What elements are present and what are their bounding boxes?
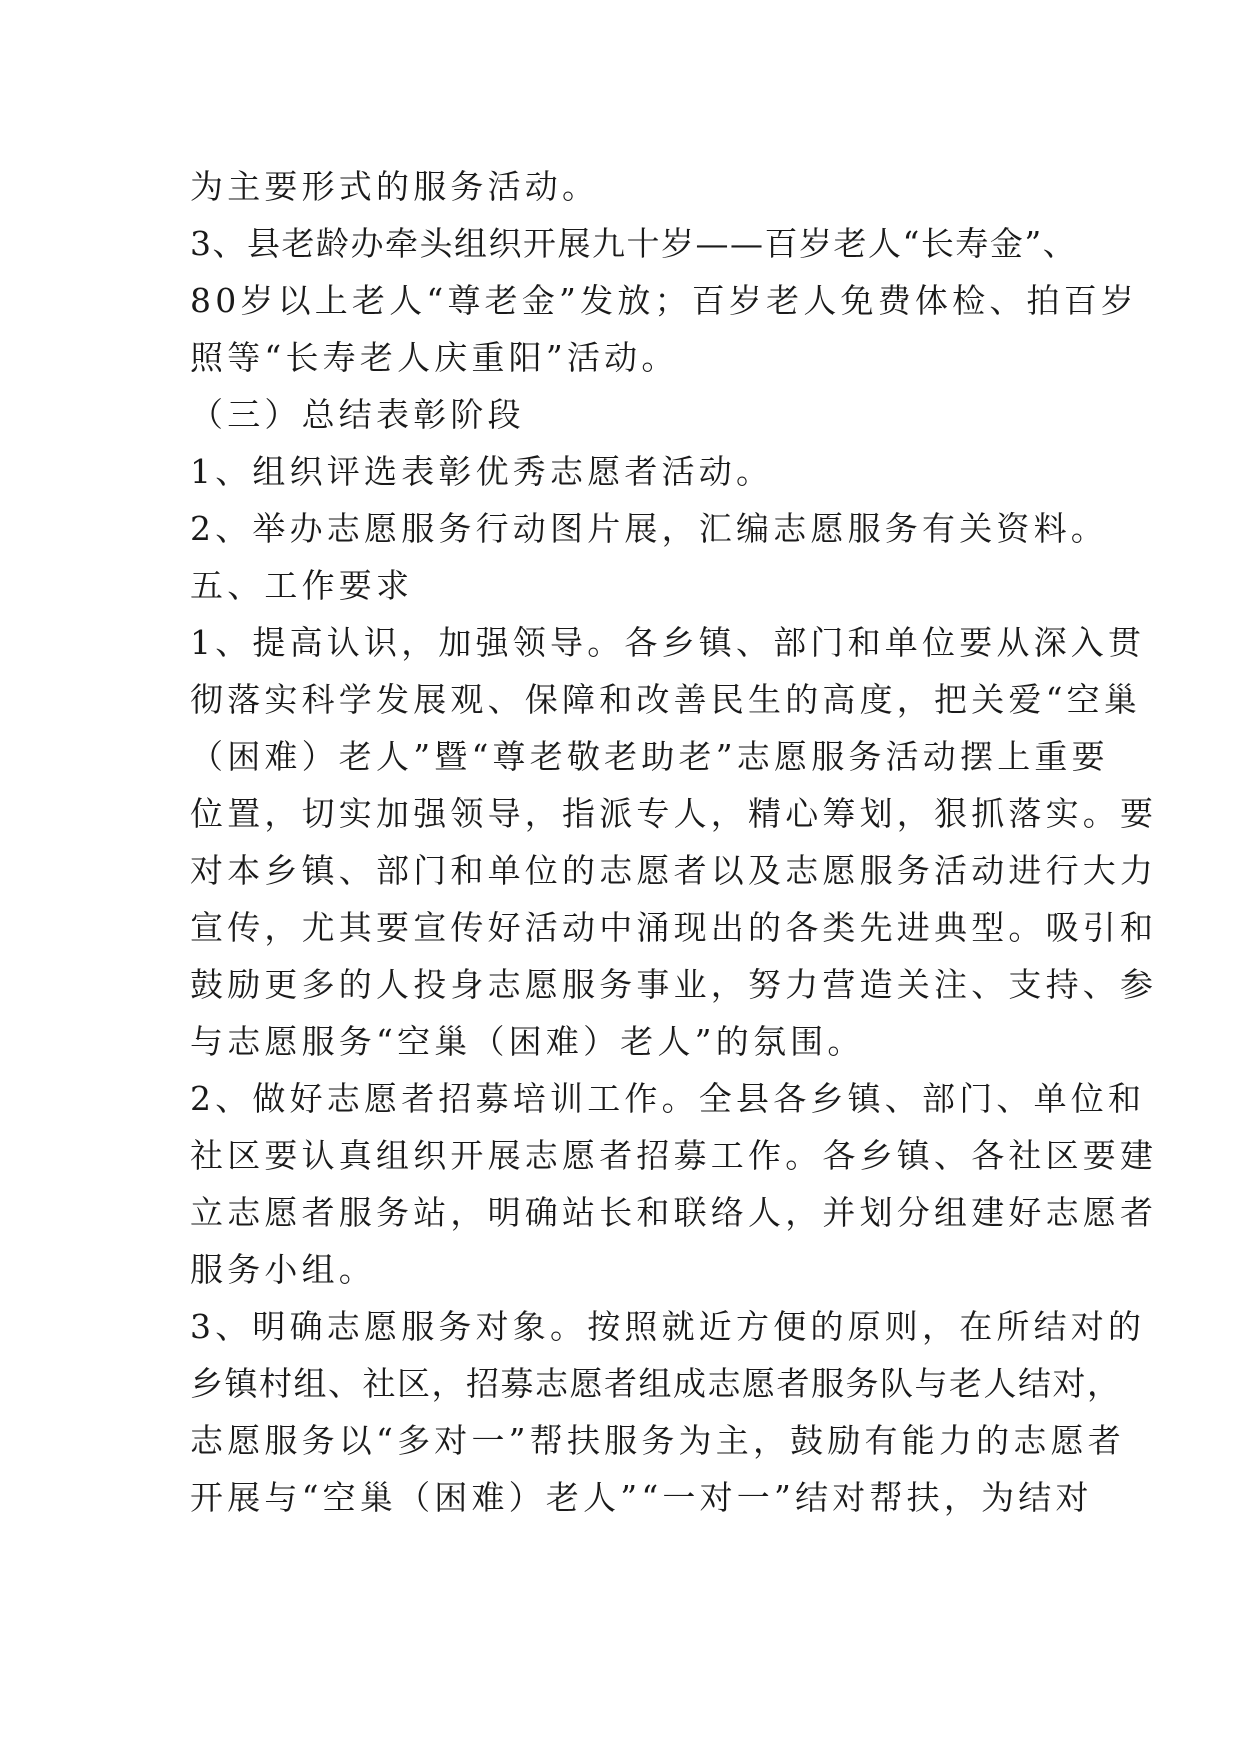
paragraph-line: 社区要认真组织开展志愿者招募工作。各乡镇、各社区要建 [190,1136,1158,1175]
paragraph-line: 2、举办志愿服务行动图片展，汇编志愿服务有关资料。 [190,509,1108,548]
paragraph-line: 位置，切实加强领导，指派专人，精心筹划，狠抓落实。要 [190,794,1158,833]
paragraph-line: 鼓励更多的人投身志愿服务事业，努力营造关注、支持、参 [190,965,1158,1004]
paragraph-line: 立志愿者服务站，明确站长和联络人，并划分组建好志愿者 [190,1193,1158,1232]
paragraph-line: 1、组织评选表彰优秀志愿者活动。 [190,452,774,491]
paragraph-line: （困难）老人”暨“尊老敬老助老”志愿服务活动摆上重要 [190,737,1109,776]
paragraph-line: 与志愿服务“空巢（困难）老人”的氛围。 [190,1022,865,1061]
paragraph-line: 3、县老龄办牵头组织开展九十岁——百岁老人“长寿金”、 [190,224,1078,263]
document-body [190,158,1158,1526]
paragraph-line: 对本乡镇、部门和单位的志愿者以及志愿服务活动进行大力 [190,851,1158,890]
paragraph-line: 为主要形式的服务活动。 [190,167,600,206]
section-heading: 五、工作要求 [190,566,414,605]
paragraph-line: 照等“长寿老人庆重阳”活动。 [190,338,679,377]
paragraph-line: 乡镇村组、社区，招募志愿者组成志愿者服务队与老人结对， [190,1364,1122,1403]
paragraph-line: 服务小组。 [190,1250,376,1289]
paragraph-line: 1、提高认识，加强领导。各乡镇、部门和单位要从深入贯 [190,623,1146,662]
paragraph-line: 3、明确志愿服务对象。按照就近方便的原则，在所结对的 [190,1307,1146,1346]
paragraph-line: 2、做好志愿者招募培训工作。全县各乡镇、部门、单位和 [190,1079,1146,1118]
section-heading: （三）总结表彰阶段 [190,395,525,434]
paragraph-line: 开展与“空巢（困难）老人”“一对一”结对帮扶，为结对 [190,1478,1093,1517]
paragraph-line: 80岁以上老人“尊老金”发放；百岁老人免费体检、拍百岁 [190,281,1139,320]
paragraph-line: 志愿服务以“多对一”帮扶服务为主，鼓励有能力的志愿者 [190,1421,1125,1460]
paragraph-line: 彻落实科学发展观、保障和改善民生的高度，把关爱“空巢 [190,680,1142,719]
paragraph-line: 宣传，尤其要宣传好活动中涌现出的各类先进典型。吸引和 [190,908,1158,947]
